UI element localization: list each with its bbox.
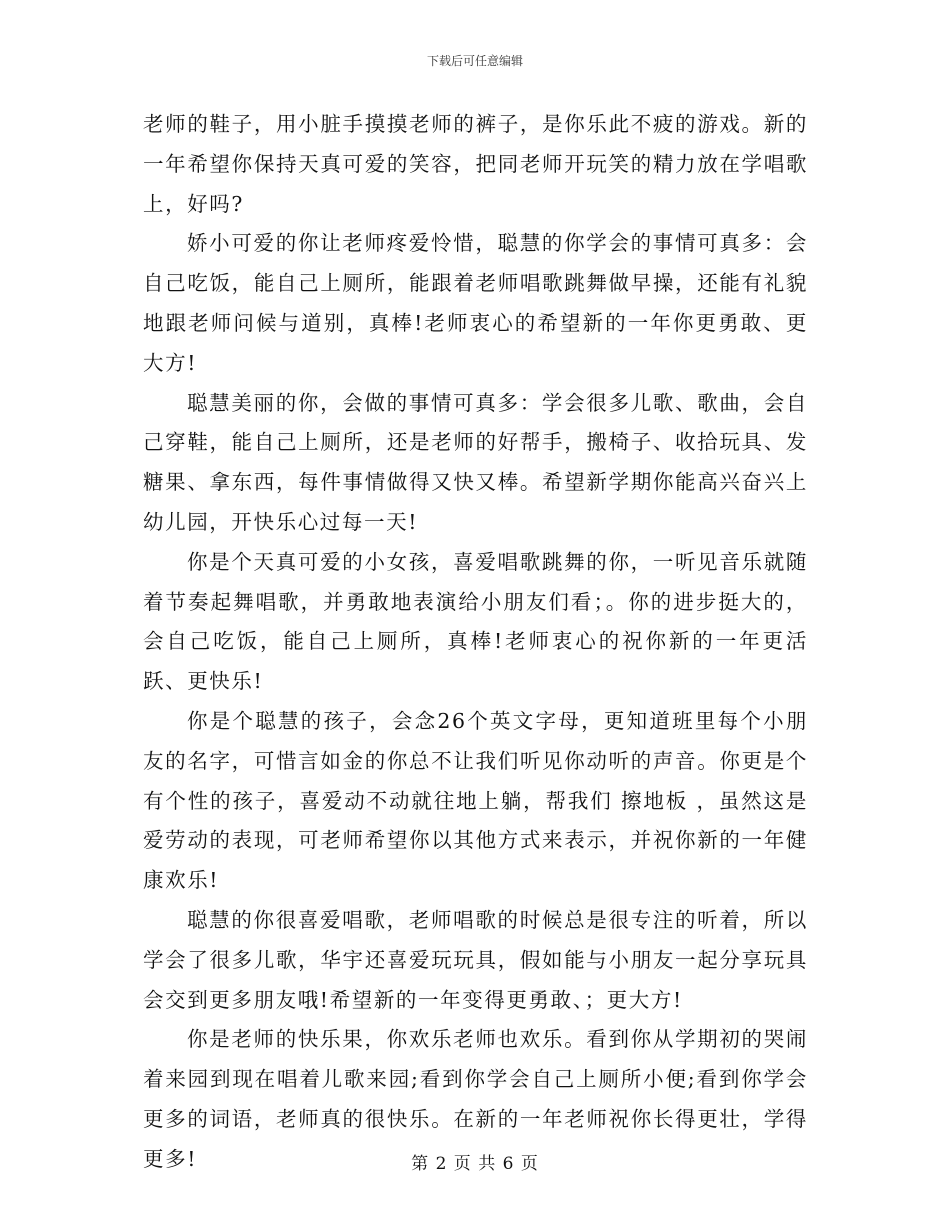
paragraph: 聪慧的你很喜爱唱歌，老师唱歌的时候总是很专注的听着，所以学会了很多儿歌，华宇还喜爱玩玩具，假如能与小朋友一起分享玩具会交到更多朋友哦!希望新的一年变得更勇敢、；更大方! [143, 907, 808, 1012]
paragraph: 你是老师的快乐果，你欢乐老师也欢乐。看到你从学期初的哭闹着来园到现在唱着儿歌来园;看到你学会自己上厕所小便;看到你学会更多的词语，老师真的很快乐。在新的一年老师祝你长得更壮，学得更多! [143, 1027, 808, 1171]
paragraph-continuation: 老师的鞋子，用小脏手摸摸老师的裤子，是你乐此不疲的游戏。新的一年希望你保持天真可爱的笑容，把同老师开玩笑的精力放在学唱歌上，好吗? [143, 112, 808, 216]
paragraph: 你是个天真可爱的小女孩，喜爱唱歌跳舞的你，一听见音乐就随着节奏起舞唱歌，并勇敢地表演给小朋友们看；。你的进步挺大的，会自己吃饭，能自己上厕所，真棒!老师衷心的祝你新的一年更活跃、更快乐! [143, 549, 808, 694]
document-body [143, 105, 808, 1180]
paragraph: 聪慧美丽的你，会做的事情可真多：学会很多儿歌、歌曲，会自己穿鞋，能自己上厕所，还是老师的好帮手，搬椅子、收拾玩具、发糖果、拿东西，每件事情做得又快又棒。希望新学期你能高兴奋兴上幼儿园，开快乐心过每一天! [143, 390, 808, 534]
paragraph: 你是个聪慧的孩子，会念26个英文字母，更知道班里每个小朋友的名字，可惜言如金的你总不让我们听见你动听的声音。你更是个有个性的孩子，喜爱动不动就往地上躺，帮我们 擦地板 ，虽然这是爱劳动的表现，可老师希望你以其他方式来表示，并祝你新的一年健康欢乐! [143, 708, 808, 893]
page-header: 下载后可任意编辑 [426, 54, 523, 68]
page-footer: 第 2 页 共 6 页 [411, 1154, 539, 1174]
paragraph: 娇小可爱的你让老师疼爱怜惜，聪慧的你学会的事情可真多：会自己吃饭，能自己上厕所，能跟着老师唱歌跳舞做早操，还能有礼貌地跟老师问候与道别，真棒!老师衷心的希望新的一年你更勇敢、更大方! [143, 231, 808, 375]
